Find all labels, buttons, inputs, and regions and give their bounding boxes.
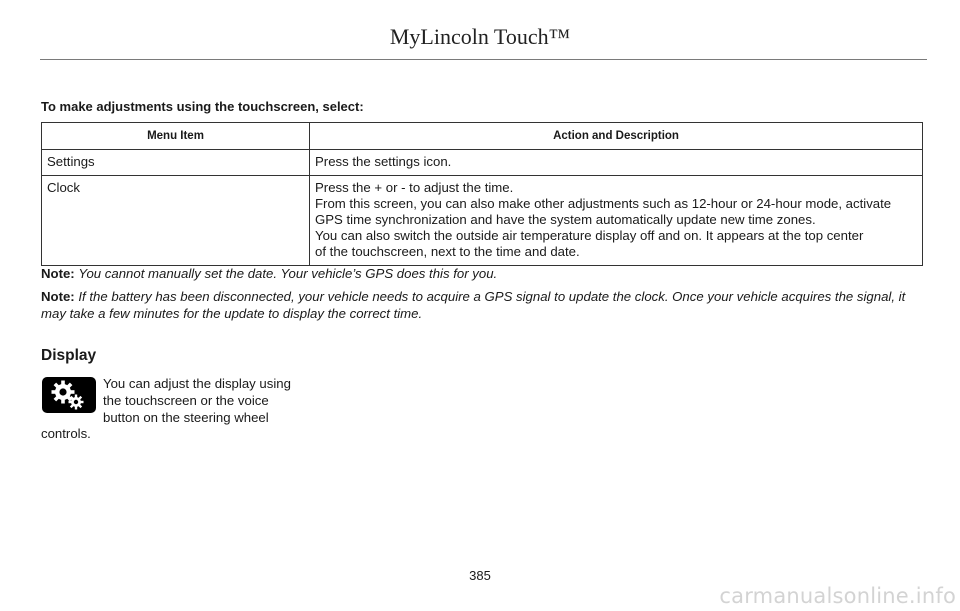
intro-text: To make adjustments using the touchscreen, select: (41, 99, 364, 114)
row-description-clock (310, 176, 923, 266)
note-battery (41, 288, 926, 322)
display-description (103, 375, 323, 426)
page-number: 385 (469, 568, 491, 583)
note-label: Note: (41, 266, 75, 281)
row-item-settings: Settings (42, 150, 310, 176)
description-line: From this screen, you can also make other adjustments such as 12-hour or 24-hour mode, activate (315, 196, 892, 211)
settings-table (41, 122, 923, 266)
table-row (42, 176, 923, 266)
display-line: the touchscreen or the voice (103, 393, 269, 408)
display-description-continuation: controls. (41, 426, 91, 441)
description-line: You can also switch the outside air temperature display off and on. It appears at the top center (315, 228, 864, 243)
section-title-display: Display (41, 347, 97, 364)
table-header-row (42, 123, 923, 150)
note-label: Note: (41, 289, 75, 304)
watermark: carmanualsonline.info (719, 584, 956, 608)
header-divider (40, 59, 927, 60)
row-item-clock: Clock (42, 176, 310, 266)
note-text: If the battery has been disconnected, your vehicle needs to acquire a GPS signal to update the clock. Once your vehicle acquires the signal, it may take a few minutes for the update to display the correct time. (41, 289, 906, 321)
description-line: GPS time synchronization and have the system automatically update new time zones. (315, 212, 816, 227)
table-row (42, 150, 923, 176)
display-line: You can adjust the display using (103, 376, 291, 391)
note-date (41, 265, 926, 282)
page-title: MyLincoln Touch™ (389, 24, 571, 49)
description-line: of the touchscreen, next to the time and date. (315, 244, 580, 259)
column-header-menu-item: Menu Item (42, 123, 310, 150)
display-line: button on the steering wheel (103, 410, 269, 425)
description-line: Press the settings icon. (315, 154, 452, 169)
column-header-action: Action and Description (310, 123, 923, 150)
row-description-settings (310, 150, 923, 176)
description-line: Press the + or - to adjust the time. (315, 180, 514, 195)
settings-gears-icon (42, 377, 96, 413)
note-text: You cannot manually set the date. Your vehicle’s GPS does this for you. (78, 266, 498, 281)
